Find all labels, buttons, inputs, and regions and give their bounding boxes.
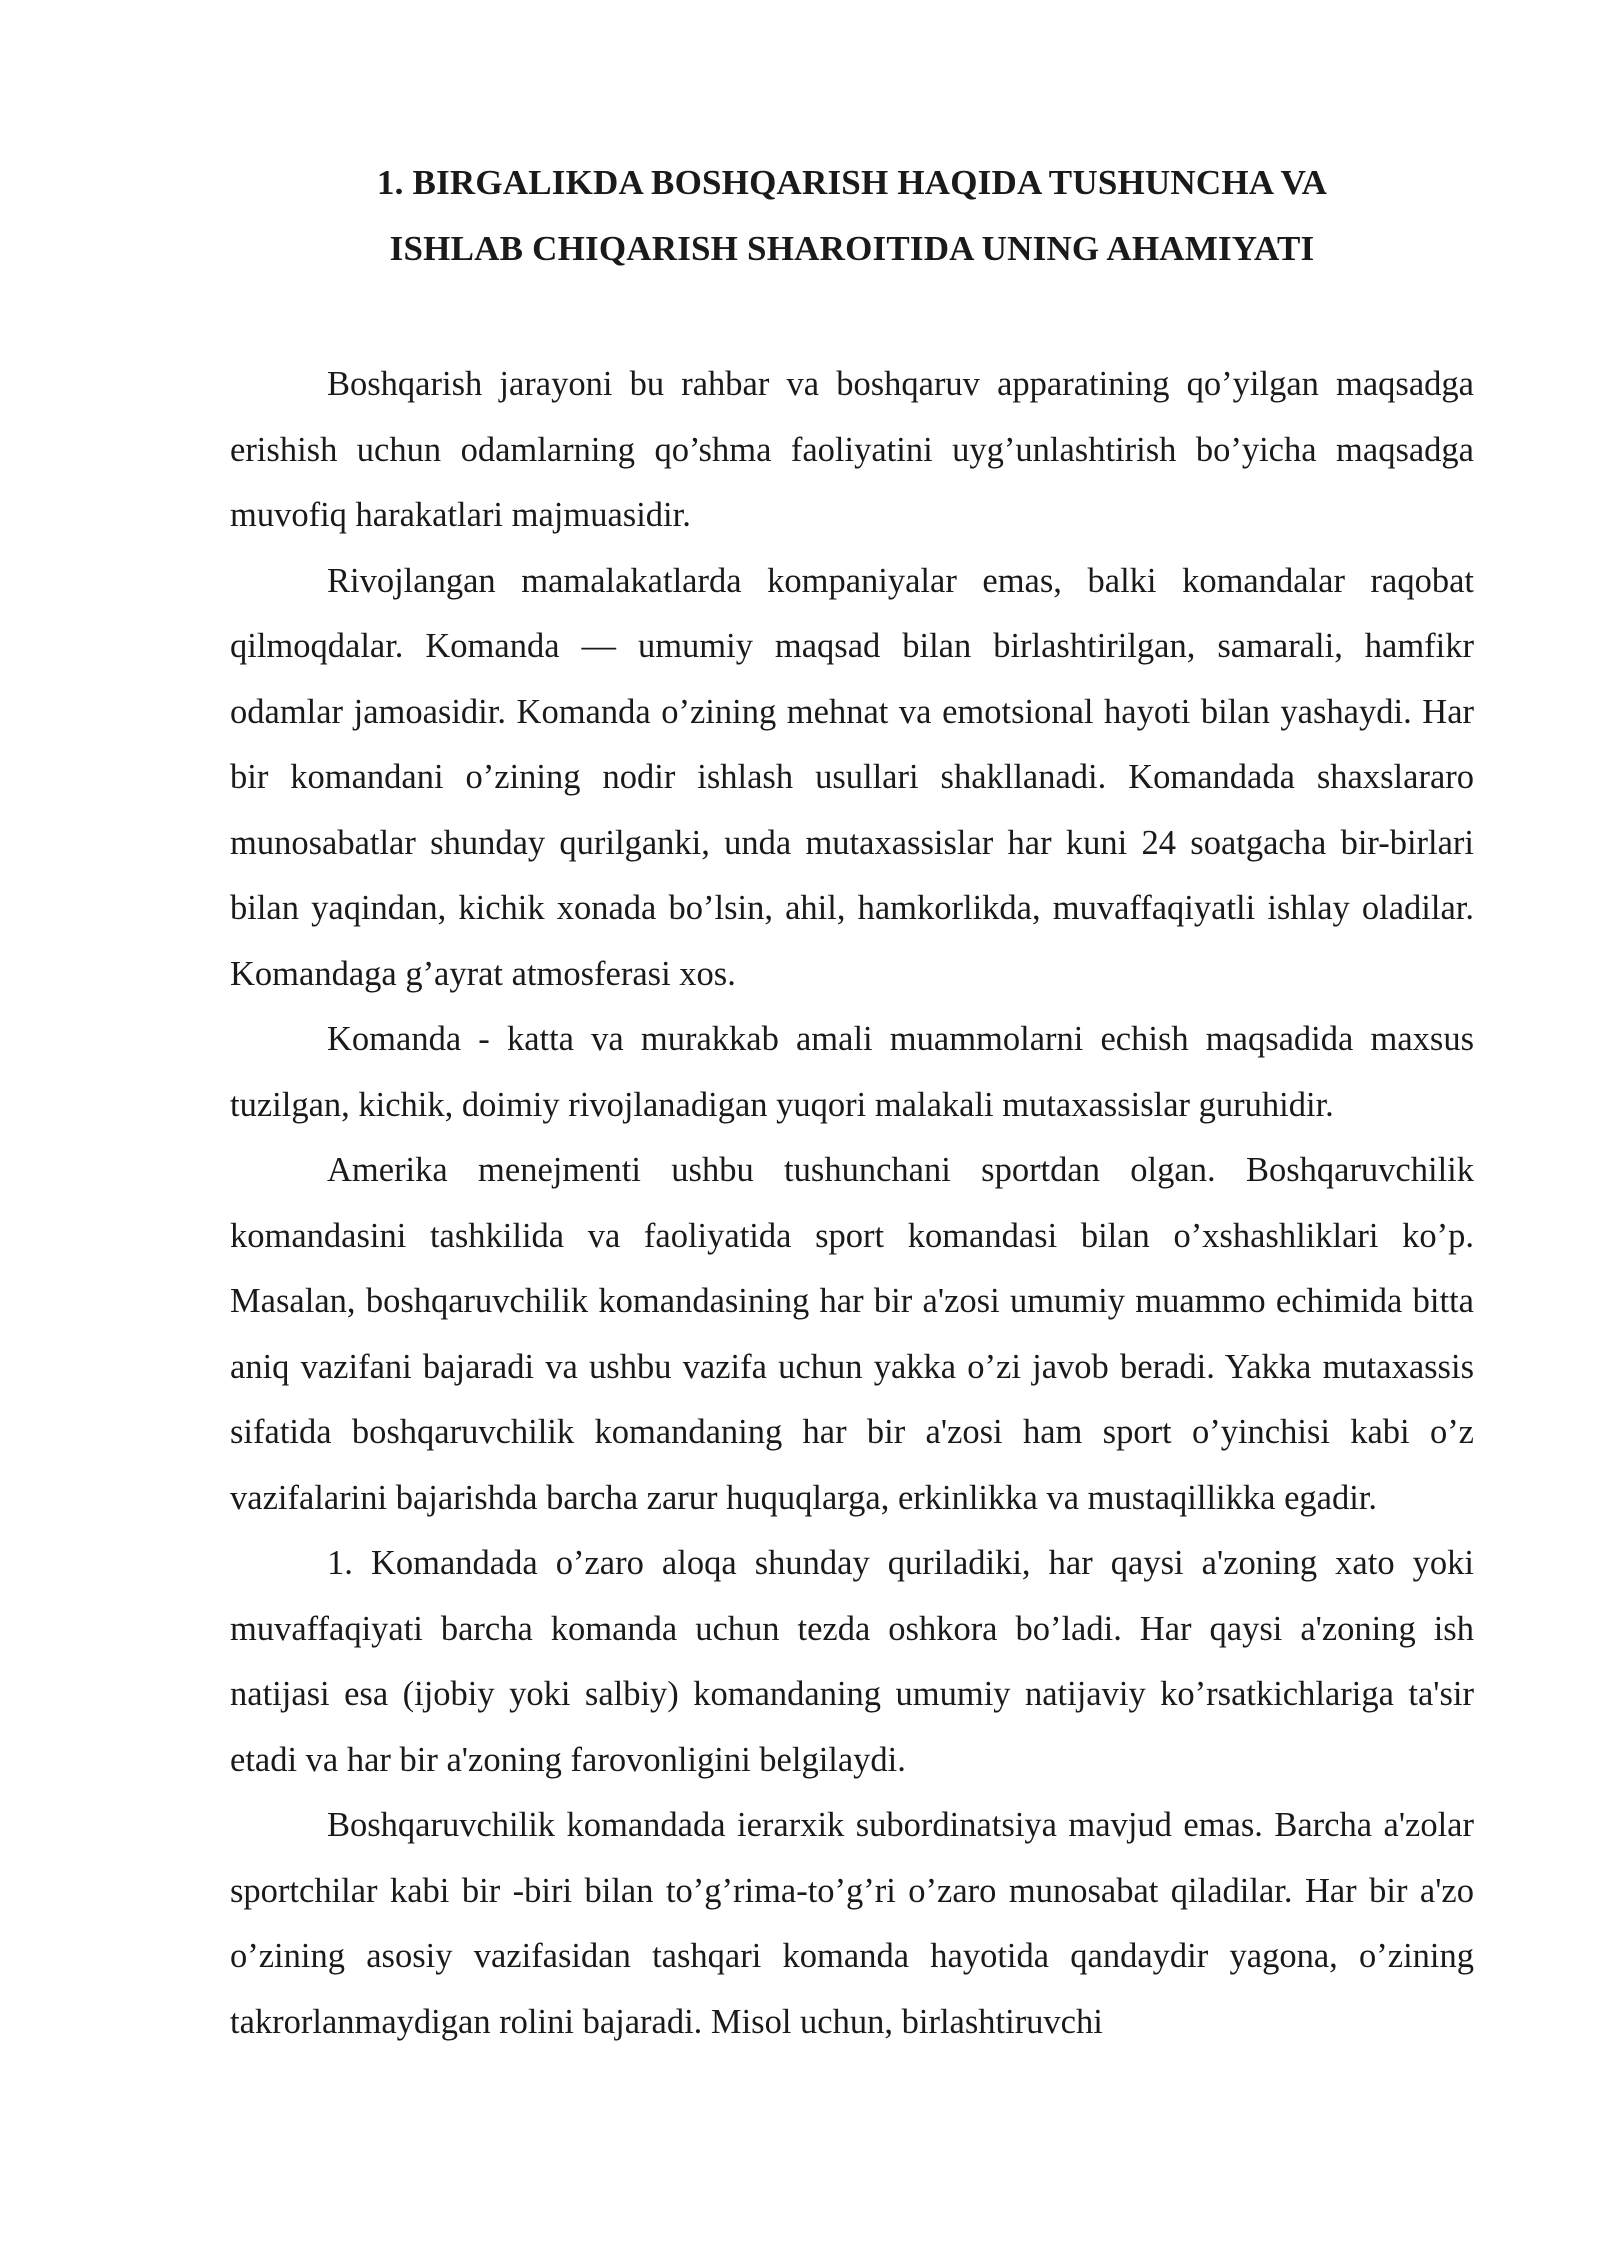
paragraph-4: Amerika menejmenti ushbu tushunchani sportdan olgan. Boshqaruvchilik komandasini tashkilida va faoliyatida sport komandasi bilan o’xshashliklari ko’p. Masalan, boshqaruvchilik komandasining har bir a'zosi umumiy muammo echimida bitta aniq vazifani bajaradi va ushbu vazifa uchun yakka o’zi javob beradi. Yakka mutaxassis sifatida boshqaruvchilik komandaning har bir a'zosi ham sport o’yinchisi kabi o’z vazifalarini bajarishda barcha zarur huquqlarga, erkinlikka va mustaqillikka egadir. xyxy=(230,1151,1474,1517)
title-line-1: 1. BIRGALIKDA BOSHQARISH HAQIDA TUSHUNCHA VA xyxy=(376,163,1328,202)
page-title xyxy=(230,150,1474,282)
paragraph-3: Komanda - katta va murakkab amali muammolarni echish maqsadida maxsus tuzilgan, kichik, doimiy rivojlanadigan yuqori malakali mutaxassislar guruhidir. xyxy=(230,1020,1474,1124)
title-line-2: ISHLAB CHIQARISH SHAROITIDA UNING AHAMIYATI xyxy=(389,229,1315,268)
paragraph-5: 1. Komandada o’zaro aloqa shunday quriladiki, har qaysi a'zoning xato yoki muvaffaqiyati barcha komanda uchun tezda oshkora bo’ladi. Har qaysi a'zoning ish natijasi esa (ijobiy yoki salbiy) komandaning umumiy natijaviy ko’rsatkichlariga ta'sir etadi va har bir a'zoning farovonligini belgilaydi. xyxy=(230,1544,1474,1779)
document-page xyxy=(230,150,1474,2055)
paragraph-6: Boshqaruvchilik komandada ierarxik subordinatsiya mavjud emas. Barcha a'zolar sportchilar kabi bir -biri bilan to’g’rima-to’g’ri o’zaro munosabat qiladilar. Har bir a'zo o’zining asosiy vazifasidan tashqari komanda hayotida qandaydir yagona, o’zining takrorlanmaydigan rolini bajaradi. Misol uchun, birlashtiruvchi xyxy=(230,1806,1474,2041)
paragraph-1: Boshqarish jarayoni bu rahbar va boshqaruv apparatining qo’yilgan maqsadga erishish uchun odamlarning qo’shma faoliyatini uyg’unlashtirish bo’yicha maqsadga muvofiq harakatlari majmuasidir. xyxy=(230,365,1474,534)
paragraph-2: Rivojlangan mamalakatlarda kompaniyalar emas, balki komandalar raqobat qilmoqdalar. Komanda — umumiy maqsad bilan birlashtirilgan, samarali, hamfikr odamlar jamoasidir. Komanda o’zining mehnat va emotsional hayoti bilan yashaydi. Har bir komandani o’zining nodir ishlash usullari shakllanadi. Komandada shaxslararo munosabatlar shunday qurilganki, unda mutaxassislar har kuni 24 soatgacha bir-birlari bilan yaqindan, kichik xonada bo’lsin, ahil, hamkorlikda, muvaffaqiyatli ishlay oladilar. Komandaga g’ayrat atmosferasi xos. xyxy=(230,561,1474,993)
